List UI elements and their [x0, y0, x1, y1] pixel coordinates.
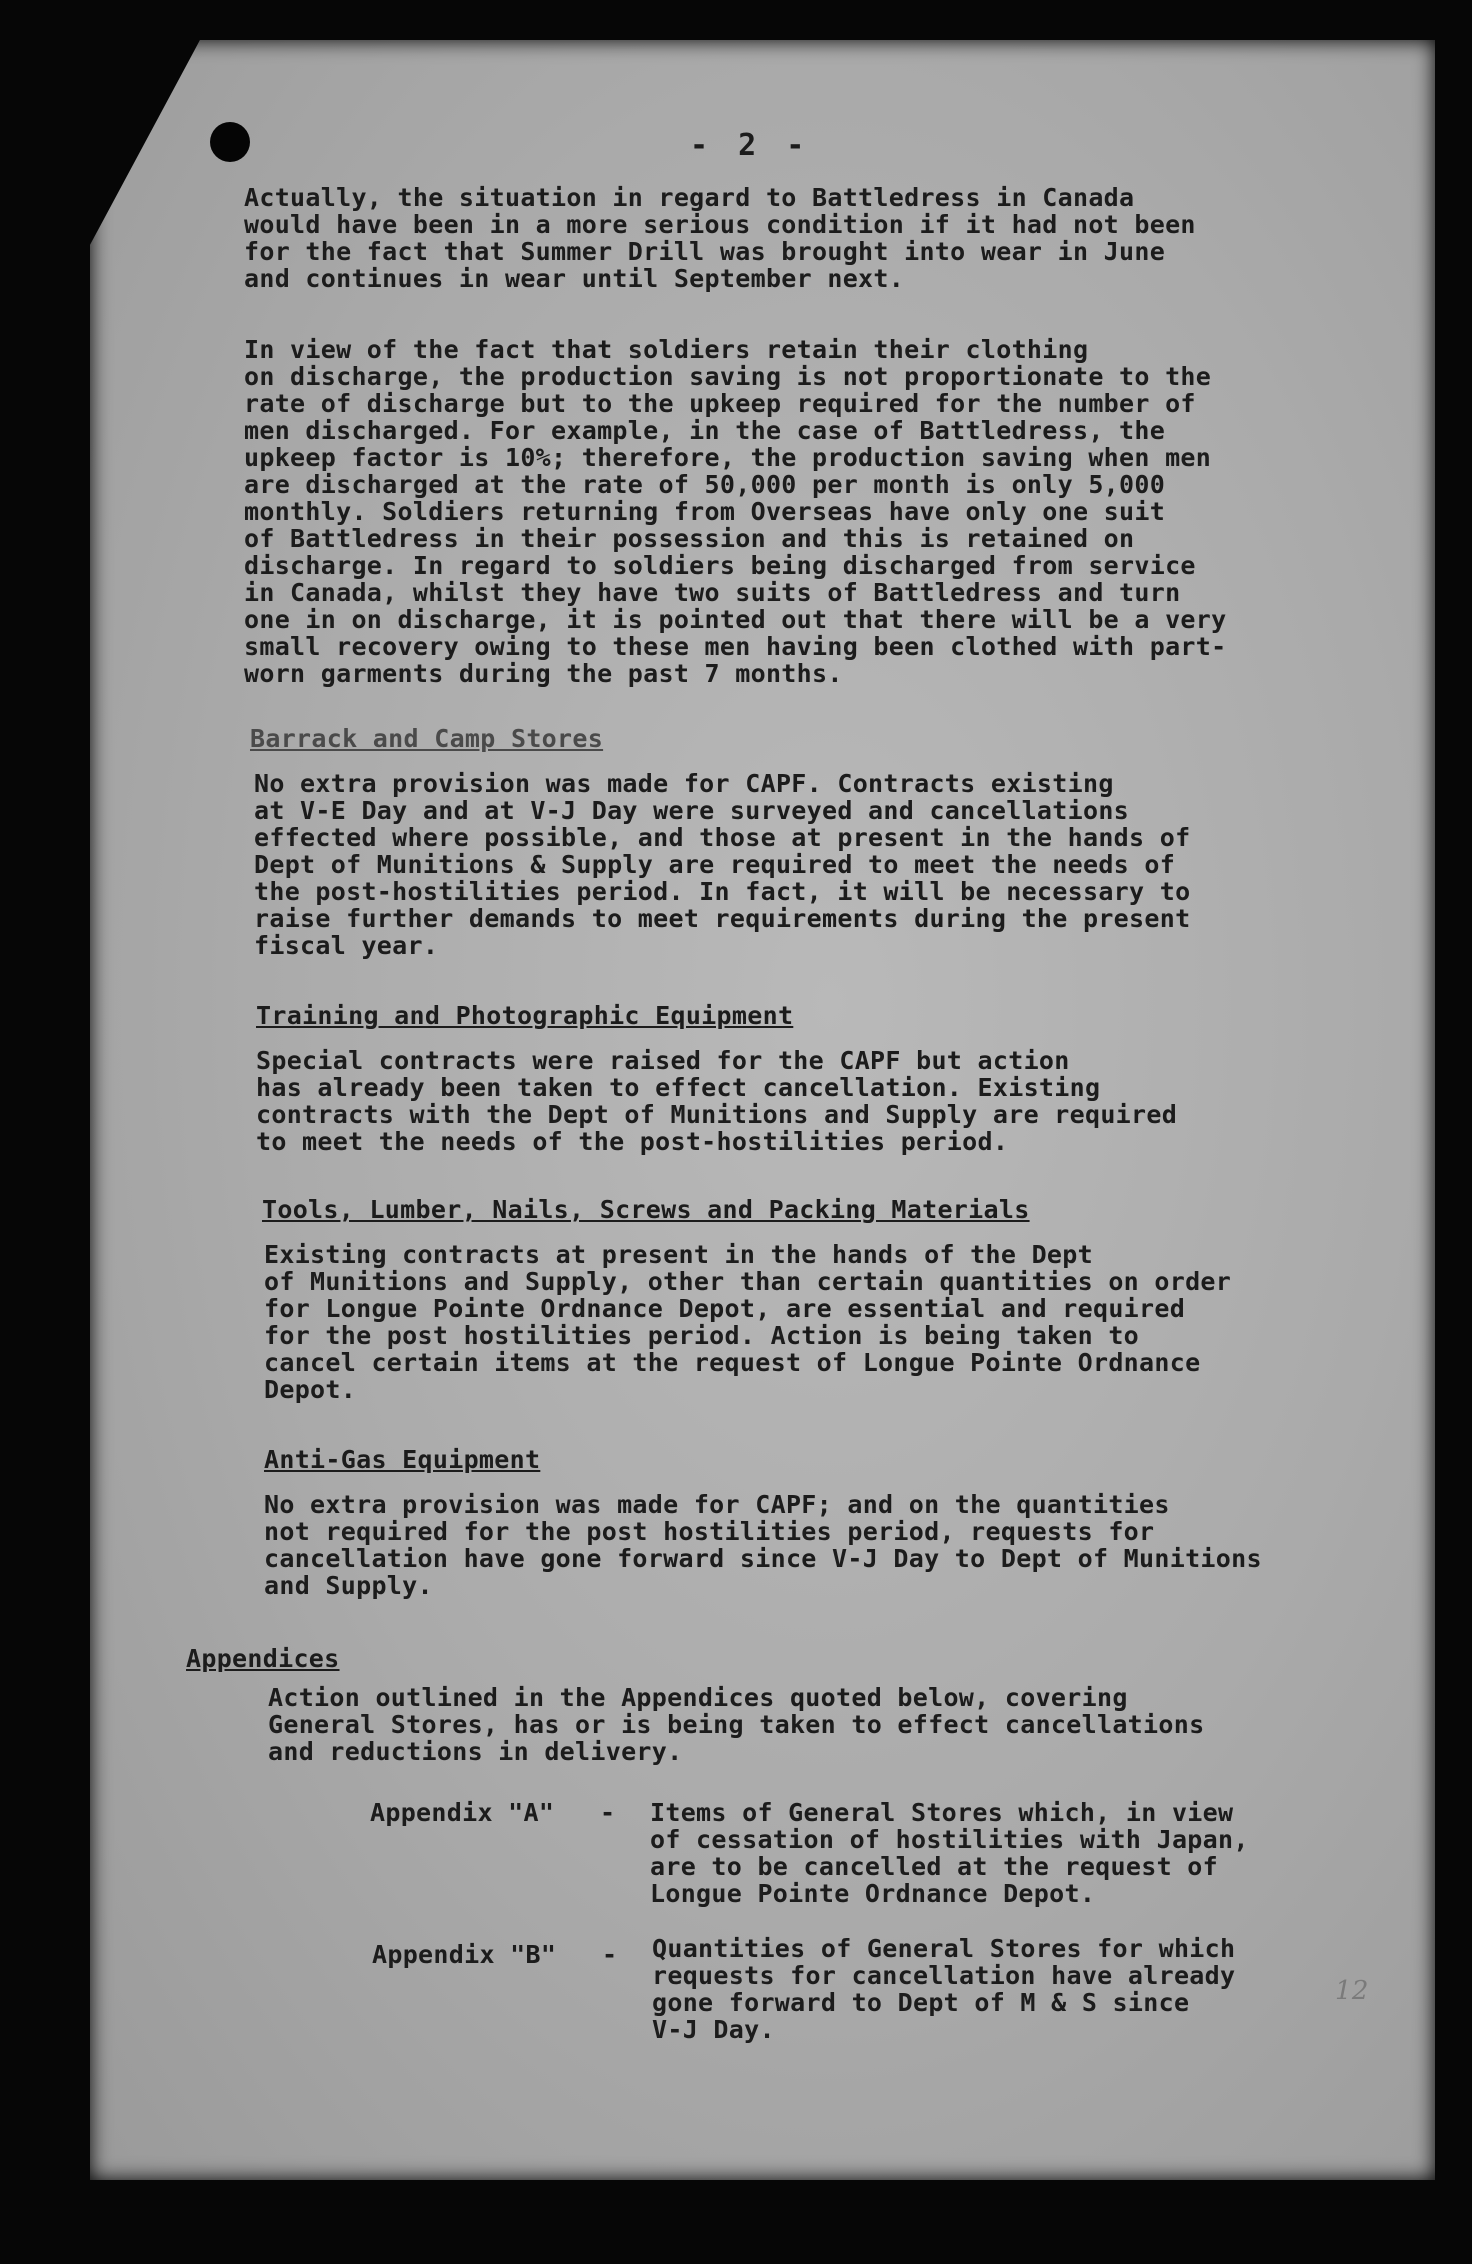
- appendix-b-text: Quantities of General Stores for which requests for cancellation have already gone forward to Dept of M & S since V-J Day.: [652, 1934, 1236, 2044]
- section-anti-gas-body: No extra provision was made for CAPF; and on the quantities not required for the post hostilities period, requests for cancellation have gone forward since V-J Day to Dept of Munitions and Supply.: [264, 1490, 1262, 1600]
- heading-training-photographic-equipment: Training and Photographic Equipment: [256, 1001, 794, 1030]
- appendix-a-dash: -: [600, 1798, 616, 1827]
- appendix-a-text: Items of General Stores which, in view of cessation of hostilities with Japan, are to be cancelled at the request of Longue Pointe Ordnance Depot.: [650, 1798, 1249, 1908]
- paragraph-discharge: In view of the fact that soldiers retain their clothing on discharge, the production saving is not proportionate to the rate of discharge but to the upkeep required for the number of men discharged. For example, in the case of Battledress, the upkeep factor is 10%; therefore, the production saving when men are discharged at the rate of 50,000 per month is only 5,000 monthly. Soldiers returning from Overseas have only one suit of Battledress in their possession and this is retained on discharge. In regard to soldiers being discharged from service in Canada, whilst they have two suits of Battledress and turn one in on discharge, it is pointed out that there will be a very small recovery owing to these men having been clothed with part- worn garments during the past 7 months.: [244, 335, 1227, 688]
- heading-tools-lumber: Tools, Lumber, Nails, Screws and Packing Materials: [262, 1195, 1030, 1224]
- heading-anti-gas-equipment: Anti-Gas Equipment: [264, 1445, 541, 1474]
- heading-appendices: Appendices: [186, 1644, 340, 1673]
- appendix-b-dash: -: [602, 1940, 618, 1969]
- section-training-photographic-body: Special contracts were raised for the CAPF but action has already been taken to effect cancellation. Existing contracts with the Dept of Munitions and Supply are required to meet the needs of the post-hostilities period.: [256, 1046, 1178, 1156]
- page-number: - 2 -: [690, 128, 811, 163]
- appendix-a-label: Appendix "A": [370, 1798, 555, 1827]
- pencil-note: 12: [1335, 1976, 1369, 2006]
- section-barrack-camp-stores-body: No extra provision was made for CAPF. Contracts existing at V-E Day and at V-J Day were surveyed and cancellations effected where possible, and those at present in the hands of Dept of Munitions & Supply are required to meet the needs of the post-hostilities period. In fact, it will be necessary to raise further demands to meet requirements during the present fiscal year.: [254, 769, 1191, 960]
- section-tools-lumber-body: Existing contracts at present in the hands of the Dept of Munitions and Supply, other than certain quantities on order for Longue Pointe Ordnance Depot, are essential and required for the post hostilities period. Action is being taken to cancel certain items at the request of Longue Pointe Ordnance Depot.: [264, 1240, 1232, 1404]
- heading-barrack-camp-stores: Barrack and Camp Stores: [250, 724, 604, 753]
- paragraph-battledress-intro: Actually, the situation in regard to Battledress in Canada would have been in a more serious condition if it had not been for the fact that Summer Drill was brought into wear in June and continues in wear until September next.: [244, 183, 1196, 293]
- appendix-b-label: Appendix "B": [372, 1940, 557, 1969]
- appendices-intro: Action outlined in the Appendices quoted below, covering General Stores, has or is being taken to effect cancellations and reductions in delivery.: [268, 1683, 1205, 1766]
